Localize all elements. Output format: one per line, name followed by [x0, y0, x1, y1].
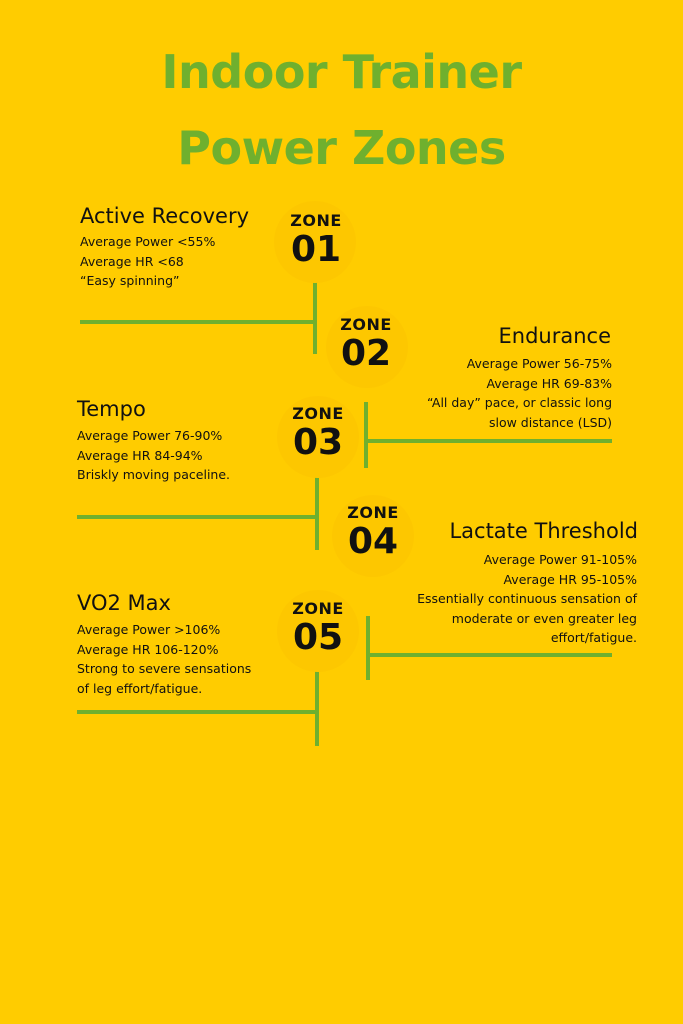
zone-03-name: Tempo — [77, 397, 146, 421]
zone-05-label: ZONE — [292, 599, 344, 618]
zone-04-line-2: Average HR 95-105% — [503, 571, 637, 587]
zone-03-description — [77, 426, 230, 485]
zone-02-line-4: slow distance (LSD) — [488, 414, 612, 430]
zone-01-name: Active Recovery — [80, 204, 250, 228]
connector-horizontal-zone-03 — [77, 515, 317, 519]
connector-horizontal-zone-01 — [80, 320, 315, 324]
zone-02-badge — [316, 316, 416, 374]
zone-02-number: 02 — [340, 333, 392, 374]
zone-04-label: ZONE — [347, 503, 399, 522]
zone-02-line-3: “All day” pace, or classic long — [427, 395, 612, 410]
connector-vertical-zone-05-down — [315, 662, 319, 746]
zone-01-label: ZONE — [290, 211, 342, 230]
zone-01-line-2: Average HR <68 — [80, 253, 184, 269]
zone-04-line-5: effort/fatigue. — [550, 630, 637, 645]
zone-04-number: 04 — [347, 521, 399, 562]
zone-04-line-4: moderate or even greater leg — [451, 610, 637, 626]
zone-05-line-1: Average Power >106% — [77, 622, 221, 637]
connector-horizontal-zone-02 — [366, 439, 612, 443]
zone-03-line-1: Average Power 76-90% — [77, 428, 223, 443]
zone-05-line-3: Strong to severe sensations — [77, 661, 252, 676]
zone-05-description — [77, 620, 251, 698]
zone-04-badge — [323, 504, 423, 562]
zone-05-line-4: of leg effort/fatigue. — [77, 680, 203, 696]
zone-05-line-2: Average HR 106-120% — [77, 641, 219, 657]
zone-03-label: ZONE — [292, 404, 344, 423]
zone-01-number: 01 — [290, 229, 342, 270]
zone-01-line-1: Average Power <55% — [80, 234, 216, 249]
connector-vertical-zone-03-down — [315, 468, 319, 550]
zone-04-name: Lactate Threshold — [449, 519, 638, 543]
zone-03-line-2: Average HR 84-94% — [77, 447, 203, 463]
title-line-1: Indoor Trainer — [161, 45, 522, 99]
zone-04-description — [417, 550, 637, 648]
zone-04-line-1: Average Power 91-105% — [483, 552, 637, 567]
zone-01-description — [80, 232, 215, 291]
title-line-2: Power Zones — [177, 121, 506, 175]
zone-04-line-3: Essentially continuous sensation of — [417, 591, 637, 606]
zone-02-label: ZONE — [340, 315, 392, 334]
zone-01-badge — [266, 212, 366, 270]
zone-01-line-3: “Easy spinning” — [80, 273, 180, 288]
zone-02-description — [427, 354, 612, 432]
zone-02-line-2: Average HR 69-83% — [486, 375, 612, 391]
connector-horizontal-zone-04 — [368, 653, 612, 657]
connector-horizontal-zone-05 — [77, 710, 317, 714]
zone-05-number: 05 — [292, 617, 344, 658]
zone-02-line-1: Average Power 56-75% — [466, 356, 612, 371]
zone-03-number: 03 — [292, 422, 344, 463]
zone-03-line-3: Briskly moving paceline. — [77, 467, 230, 482]
zone-05-name: VO2 Max — [77, 591, 171, 615]
zone-05-badge — [268, 600, 368, 658]
zone-02-name: Endurance — [498, 324, 611, 348]
zone-03-badge — [268, 405, 368, 463]
